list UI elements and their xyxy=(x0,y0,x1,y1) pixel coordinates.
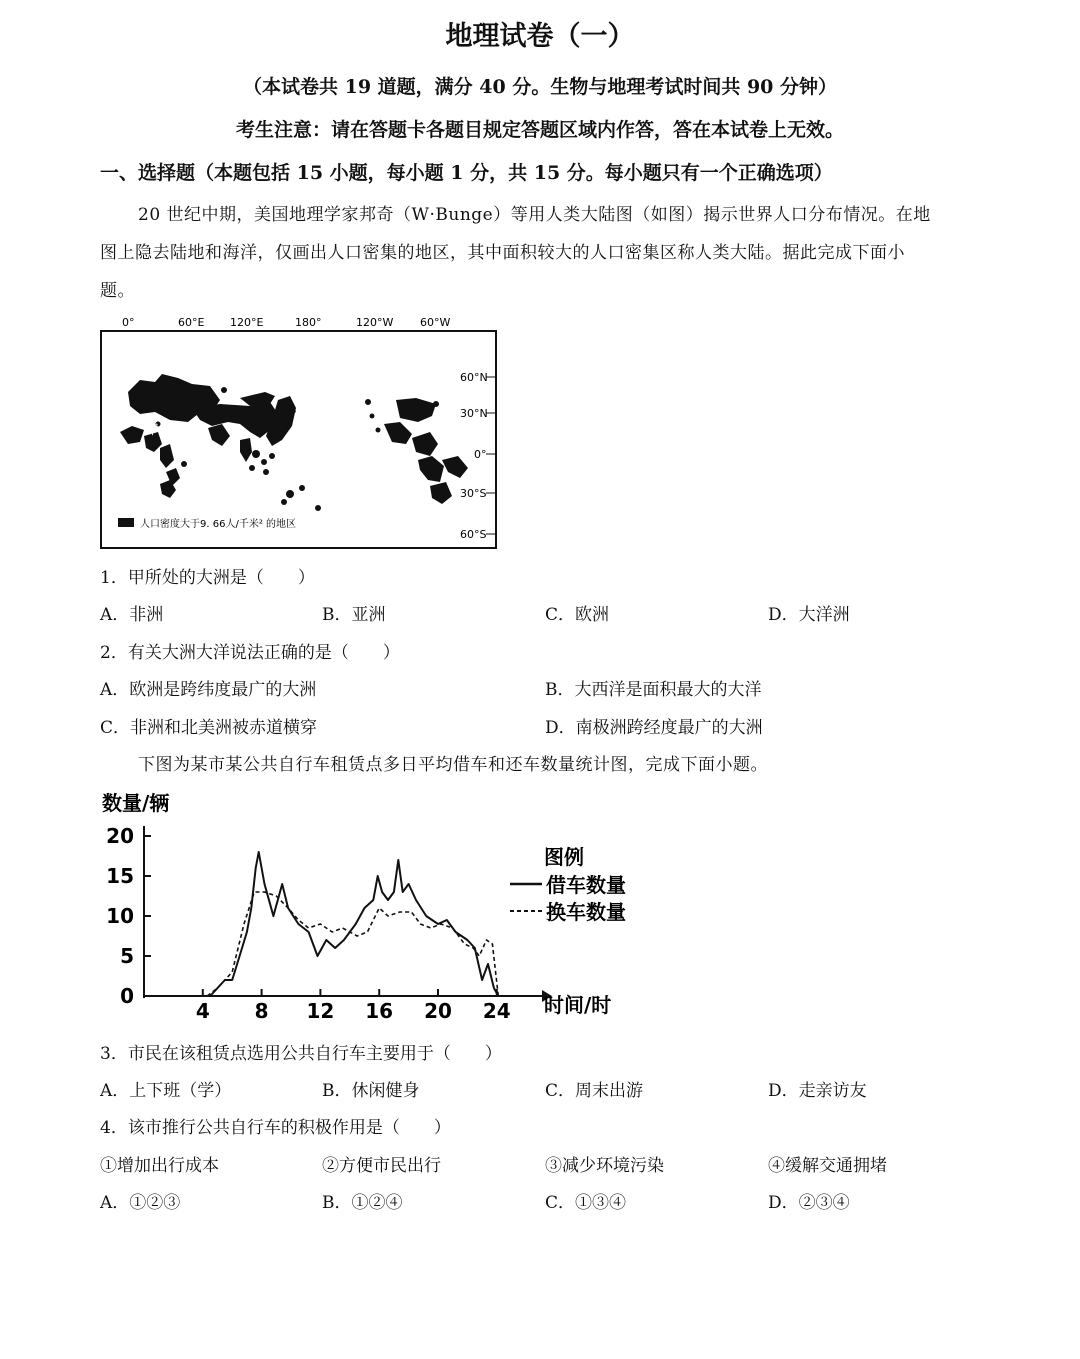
q1-option-a[interactable]: A．非洲 xyxy=(100,605,164,625)
q4-stem: 4．该市推行公共自行车的积极作用是（ ） xyxy=(100,1118,451,1138)
chart-ytick-label: 10 xyxy=(106,904,134,928)
q4-statement-2: ②方便市民出行 xyxy=(322,1156,441,1176)
q2-option-c[interactable]: C．非洲和北美洲被赤道横穿 xyxy=(100,718,318,738)
passage1-line1: 20 世纪中期，美国地理学家邦奇（W·Bunge）等用人类大陆图（如图）揭示世界人口分布情况。在地 xyxy=(138,205,931,225)
q4-option-a[interactable]: A．①②③ xyxy=(100,1193,181,1213)
chart-xtick-label: 12 xyxy=(306,999,335,1023)
map-tick-lon-60e: 60°E xyxy=(178,316,205,329)
q1-option-c[interactable]: C．欧洲 xyxy=(545,605,610,625)
q1-option-d[interactable]: D．大洋洲 xyxy=(768,605,850,625)
map-tick-lat-60n: 60°N xyxy=(460,371,488,384)
chart-ytick-label: 20 xyxy=(106,824,134,848)
q2-stem: 2．有关大洲大洋说法正确的是（ ） xyxy=(100,643,400,663)
q3-stem: 3．市民在该租赁点选用公共自行车主要用于（ ） xyxy=(100,1044,502,1064)
exam-info: （本试卷共 19 道题，满分 40 分。生物与地理考试时间共 90 分钟） xyxy=(242,76,837,98)
q4-option-b[interactable]: B．①②④ xyxy=(322,1193,403,1213)
chart-xtick-label: 8 xyxy=(254,999,269,1023)
passage1-line2: 图上隐去陆地和海洋，仅画出人口密集的地区，其中面积较大的人口密集区称人类大陆。据此完成下面小 xyxy=(100,243,905,263)
map-tick-lon-60w: 60°W xyxy=(420,316,451,329)
map-label-jia: 甲 xyxy=(146,423,160,438)
page-title: 地理试卷（一） xyxy=(445,21,635,52)
q3-option-b[interactable]: B．休闲健身 xyxy=(322,1081,420,1101)
map-tick-lon-0: 0° xyxy=(122,316,135,329)
chart-ytick-label: 0 xyxy=(120,984,134,1008)
q1-option-b[interactable]: B．亚洲 xyxy=(322,605,386,625)
q2-option-d[interactable]: D．南极洲跨经度最广的大洲 xyxy=(545,718,763,738)
chart-xtick-label: 16 xyxy=(365,999,394,1023)
chart-xlabel: 时间/时 xyxy=(544,993,612,1017)
map-legend-text: 人口密度大于9. 66人/千米² 的地区 xyxy=(140,519,297,530)
q3-option-d[interactable]: D．走亲访友 xyxy=(768,1081,867,1101)
exam-notice: 考生注意：请在答题卡各题目规定答题区域内作答，答在本试卷上无效。 xyxy=(235,119,844,141)
chart-legend-title: 图例 xyxy=(544,845,584,869)
chart-xtick-label: 4 xyxy=(195,999,210,1023)
legend-return-label: 换车数量 xyxy=(546,900,626,924)
map-tick-lon-120e: 120°E xyxy=(230,316,264,329)
chart-ylabel: 数量/辆 xyxy=(102,791,170,815)
population-map xyxy=(100,312,500,552)
map-tick-lon-120w: 120°W xyxy=(356,316,394,329)
section-heading: 一、选择题（本题包括 15 小题，每小题 1 分，共 15 分。每小题只有一个正确选项） xyxy=(100,162,833,184)
chart-xtick-label: 20 xyxy=(424,999,452,1023)
map-label-yi: 乙 xyxy=(227,405,241,420)
q4-statement-4: ④缓解交通拥堵 xyxy=(768,1156,887,1176)
q3-option-c[interactable]: C．周末出游 xyxy=(545,1081,644,1101)
map-tick-lat-30n: 30°N xyxy=(460,407,488,420)
q4-option-c[interactable]: C．①③④ xyxy=(545,1193,627,1213)
passage1-line3: 题。 xyxy=(100,281,135,301)
q1-stem: 1．甲所处的大洲是（ ） xyxy=(100,568,315,588)
bike-rental-chart xyxy=(96,788,676,1024)
chart-xtick-label: 24 xyxy=(482,999,511,1023)
q2-option-a[interactable]: A．欧洲是跨纬度最广的大洲 xyxy=(100,680,317,700)
q4-option-d[interactable]: D．②③④ xyxy=(768,1193,850,1213)
chart-ytick-label: 5 xyxy=(120,944,134,968)
legend-borrow-label: 借车数量 xyxy=(546,873,626,897)
map-tick-lat-30s: 30°S xyxy=(460,487,487,500)
series-borrow-line xyxy=(210,852,498,996)
chart-ytick-label: 15 xyxy=(106,864,134,888)
map-tick-lat-60s: 60°S xyxy=(460,528,487,541)
q2-option-b[interactable]: B．大西洋是面积最大的大洋 xyxy=(545,680,762,700)
map-legend-swatch xyxy=(118,518,134,527)
map-tick-lat-0: 0° xyxy=(474,448,487,461)
q3-option-a[interactable]: A．上下班（学） xyxy=(100,1081,232,1101)
map-tick-lon-180: 180° xyxy=(295,316,322,329)
q4-statement-3: ③减少环境污染 xyxy=(545,1156,664,1176)
q4-statement-1: ①增加出行成本 xyxy=(100,1156,219,1176)
passage2: 下图为某市某公共自行车租赁点多日平均借车和还车数量统计图，完成下面小题。 xyxy=(138,755,768,775)
